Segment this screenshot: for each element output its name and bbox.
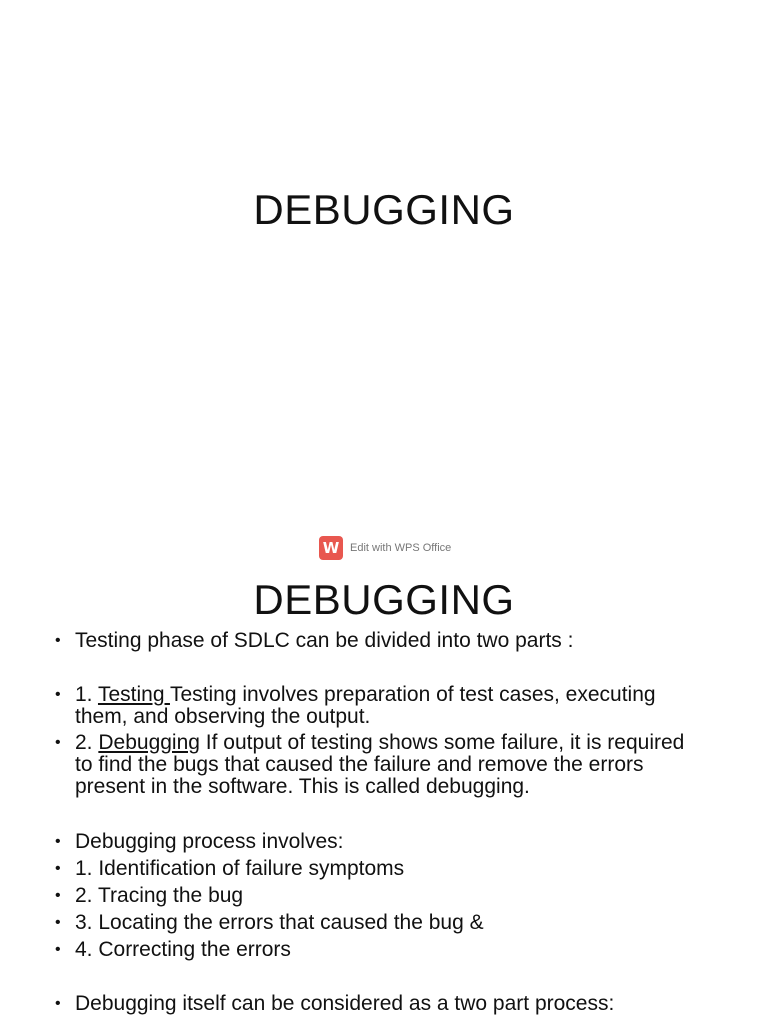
wps-logo-icon: W — [319, 536, 343, 560]
bullet-text: 4. Correcting the errors — [75, 938, 291, 961]
bullet-text: 2. Tracing the bug — [75, 884, 244, 907]
bullet-item — [55, 858, 705, 880]
bullet-dot: • — [55, 995, 61, 1012]
slide-2 — [0, 530, 768, 1024]
slide-title: DEBUGGING — [253, 576, 515, 623]
bullet-dot: • — [55, 860, 61, 877]
bullet-item — [55, 831, 705, 853]
bullet-text: 1. Identification of failure symptoms — [75, 857, 405, 880]
bullet-item — [55, 939, 705, 961]
wps-watermark[interactable] — [319, 536, 451, 560]
bullet-dot: • — [55, 887, 61, 904]
bullet-text — [75, 684, 705, 728]
bullet-dot: • — [55, 833, 61, 850]
bullet-item — [55, 630, 705, 652]
bullet-item — [55, 885, 705, 907]
bullet-dot: • — [55, 941, 61, 958]
bullet-body: If output of testing shows some failure, it is required to find the bugs that caused the failure and remove the errors present in the software. This is called debugging. — [75, 731, 685, 798]
bullet-text: Debugging itself can be considered as a two part process: — [75, 992, 615, 1015]
slide-title: DEBUGGING — [253, 186, 515, 233]
bullet-text — [75, 732, 705, 798]
bullet-dot: • — [55, 632, 61, 649]
bullet-prefix: 2. — [75, 731, 99, 754]
bullet-dot: • — [55, 686, 61, 703]
bullet-term: Testing — [97, 683, 170, 706]
bullet-dot: • — [55, 914, 61, 931]
wps-watermark-label: Edit with WPS Office — [350, 542, 452, 554]
bullet-item — [55, 684, 705, 728]
bullet-prefix: 1. — [75, 683, 98, 706]
bullet-body: Testing involves preparation of test cases, executing them, and observing the output. — [75, 683, 656, 728]
bullet-item — [55, 732, 705, 798]
bullet-text: 3. Locating the errors that caused the bug & — [75, 911, 484, 934]
bullet-item — [55, 993, 705, 1015]
bullet-text: Debugging process involves: — [75, 830, 344, 853]
bullet-item — [55, 912, 705, 934]
bullet-dot: • — [55, 734, 61, 751]
bullet-term: Debugging — [98, 731, 200, 754]
bullet-text: Testing phase of SDLC can be divided into two parts : — [75, 629, 574, 652]
